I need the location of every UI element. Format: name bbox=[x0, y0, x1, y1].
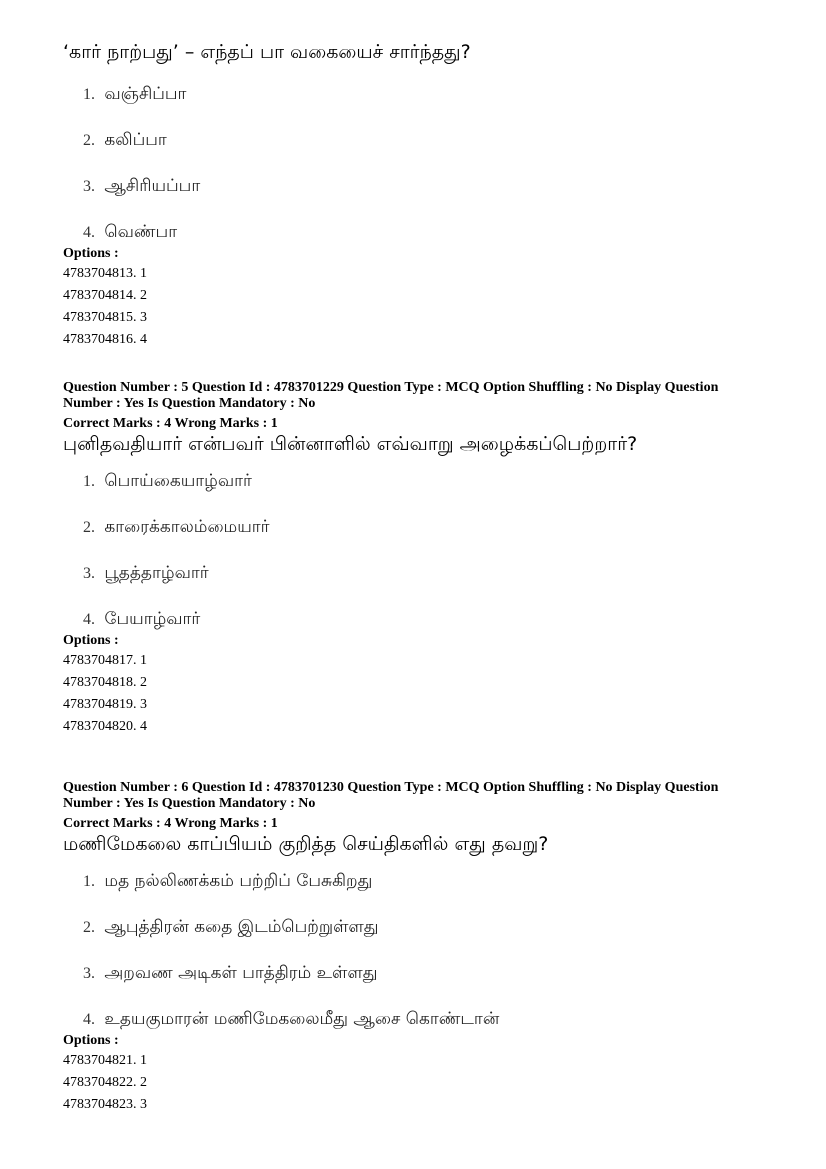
options-label: Options : bbox=[63, 246, 119, 261]
question-meta-line2: Number : Yes Is Question Mandatory : No bbox=[63, 396, 316, 411]
question-block-5 bbox=[63, 380, 763, 738]
question-meta-line1: Question Number : 6 Question Id : 4783701230 Question Type : MCQ Option Shuffling : No Display Question bbox=[63, 780, 719, 795]
answer-id-4: 4783704816. 4 bbox=[63, 332, 147, 347]
answer-id-1: 4783704817. 1 bbox=[63, 653, 147, 668]
answer-id-1: 4783704813. 1 bbox=[63, 266, 147, 281]
option-2: 2. காரைக்காலம்மையார் bbox=[83, 517, 270, 537]
option-1: 1. மத நல்லிணக்கம் பற்றிப் பேசுகிறது bbox=[83, 871, 373, 891]
answer-id-1: 4783704821. 1 bbox=[63, 1053, 147, 1068]
options-label: Options : bbox=[63, 1033, 119, 1048]
answer-id-3: 4783704819. 3 bbox=[63, 697, 147, 712]
option-2: 2. கலிப்பா bbox=[83, 130, 167, 150]
option-3: 3. ஆசிரியப்பா bbox=[83, 176, 201, 196]
option-4: 4. வெண்பா bbox=[83, 222, 178, 242]
answer-id-2: 4783704822. 2 bbox=[63, 1075, 147, 1090]
answer-id-2: 4783704818. 2 bbox=[63, 675, 147, 690]
question-text: புனிதவதியார் என்பவர் பின்னாளில் எவ்வாறு அழைக்கப்பெற்றார்? bbox=[63, 433, 638, 455]
option-2: 2. ஆபுத்திரன் கதை இடம்பெற்றுள்ளது bbox=[83, 917, 379, 937]
option-3: 3. பூதத்தாழ்வார் bbox=[83, 563, 209, 583]
marks-line: Correct Marks : 4 Wrong Marks : 1 bbox=[63, 816, 278, 831]
question-text: ‘கார் நாற்பது’ – எந்தப் பா வகையைச் சார்ந்தது? bbox=[63, 41, 471, 63]
option-4: 4. பேயாழ்வார் bbox=[83, 609, 201, 629]
option-1: 1. வஞ்சிப்பா bbox=[83, 84, 187, 104]
option-4: 4. உதயகுமாரன் மணிமேகலைமீது ஆசை கொண்டான் bbox=[83, 1009, 500, 1029]
question-block-6 bbox=[63, 780, 763, 1116]
question-meta-line1: Question Number : 5 Question Id : 4783701229 Question Type : MCQ Option Shuffling : No Display Question bbox=[63, 380, 719, 395]
options-label: Options : bbox=[63, 633, 119, 648]
marks-line: Correct Marks : 4 Wrong Marks : 1 bbox=[63, 416, 278, 431]
option-3: 3. அறவண அடிகள் பாத்திரம் உள்ளது bbox=[83, 963, 378, 983]
answer-id-4: 4783704820. 4 bbox=[63, 719, 147, 734]
answer-id-3: 4783704815. 3 bbox=[63, 310, 147, 325]
answer-id-2: 4783704814. 2 bbox=[63, 288, 147, 303]
question-block-4 bbox=[63, 40, 763, 351]
question-text: மணிமேகலை காப்பியம் குறித்த செய்திகளில் எது தவறு? bbox=[63, 833, 549, 855]
answer-id-3: 4783704823. 3 bbox=[63, 1097, 147, 1112]
option-1: 1. பொய்கையாழ்வார் bbox=[83, 471, 252, 491]
question-meta-line2: Number : Yes Is Question Mandatory : No bbox=[63, 796, 316, 811]
